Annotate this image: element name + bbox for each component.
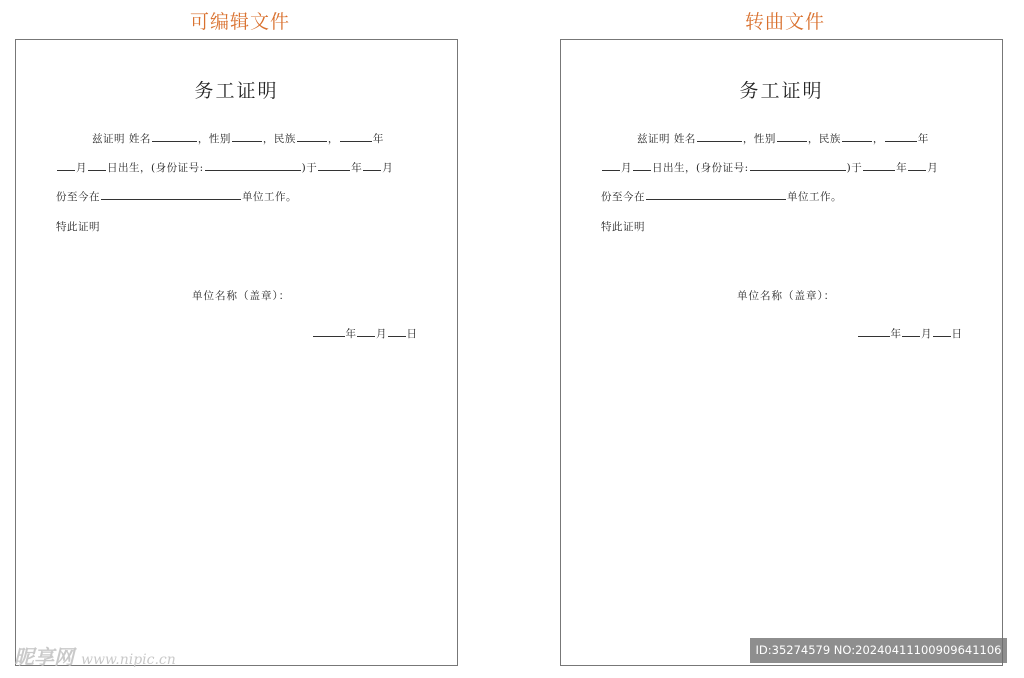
date-month-blank xyxy=(357,327,375,337)
date-line xyxy=(857,326,963,341)
line-1-text-e: 年 xyxy=(372,133,384,145)
editable-file-label: 可编辑文件 xyxy=(189,11,290,33)
date-line xyxy=(312,326,418,341)
line-3-text-b: 单位工作。 xyxy=(787,191,842,203)
line-1-text-b: ，性别 xyxy=(197,133,231,145)
birth-day-blank xyxy=(88,161,106,171)
line-3 xyxy=(56,189,297,204)
line-2-text-e: 月 xyxy=(927,162,939,174)
start-month-blank xyxy=(908,161,926,171)
start-year-blank xyxy=(318,161,350,171)
line-1 xyxy=(92,131,384,146)
date-year-text: 年 xyxy=(345,328,356,340)
line-3-text-a: 份至今在 xyxy=(601,191,645,203)
line-2-text-d: 年 xyxy=(896,162,908,174)
birth-month-blank xyxy=(57,161,75,171)
line-2-text-d: 年 xyxy=(351,162,363,174)
employer-blank xyxy=(646,190,786,200)
line-2 xyxy=(601,160,938,175)
date-year-blank xyxy=(313,327,345,337)
name-blank xyxy=(152,132,197,142)
line-1-text-b: ，性别 xyxy=(742,133,776,145)
outlined-document-page xyxy=(560,39,1003,666)
start-year-blank xyxy=(863,161,895,171)
employer-blank xyxy=(101,190,241,200)
line-3-text-b: 单位工作。 xyxy=(242,191,297,203)
date-month-blank xyxy=(902,327,920,337)
document-title: 务工证明 xyxy=(739,80,824,102)
gender-blank xyxy=(777,132,807,142)
watermark-id-bar: ID:35274579 NO:20240411100909641106 xyxy=(750,638,1007,663)
date-day-blank xyxy=(388,327,406,337)
line-1-text-a: 兹证明 姓名 xyxy=(637,133,696,145)
birth-day-blank xyxy=(633,161,651,171)
line-2-text-c: )于 xyxy=(301,162,318,174)
line-1-text-d: ， xyxy=(327,133,339,145)
line-1-text-a: 兹证明 姓名 xyxy=(92,133,151,145)
date-year-text: 年 xyxy=(890,328,901,340)
line-2 xyxy=(56,160,393,175)
line-2-text-a: 月 xyxy=(621,162,632,174)
line-2-text-c: )于 xyxy=(846,162,863,174)
line-3 xyxy=(601,189,842,204)
line-1-text-e: 年 xyxy=(917,133,929,145)
birth-month-blank xyxy=(602,161,620,171)
line-3-text-a: 份至今在 xyxy=(56,191,100,203)
start-month-blank xyxy=(363,161,381,171)
watermark-url: www.nipic.cn xyxy=(80,652,176,668)
signature-line: 单位名称（盖章）： xyxy=(192,290,291,302)
id-number-blank xyxy=(750,161,846,171)
ethnicity-blank xyxy=(297,132,327,142)
line-2-text-e: 月 xyxy=(382,162,394,174)
line-1 xyxy=(637,131,929,146)
signature-line: 单位名称（盖章）： xyxy=(737,290,836,302)
date-year-blank xyxy=(858,327,890,337)
ethnicity-blank xyxy=(842,132,872,142)
birth-year-blank xyxy=(340,132,372,142)
outlined-file-label: 转曲文件 xyxy=(744,11,825,33)
line-4: 特此证明 xyxy=(56,221,100,233)
line-1-text-c: ，民族 xyxy=(807,133,841,145)
date-day-text: 日 xyxy=(951,328,962,340)
gender-blank xyxy=(232,132,262,142)
editable-document-page xyxy=(15,39,458,666)
date-month-text: 月 xyxy=(376,328,387,340)
line-1-text-c: ，民族 xyxy=(262,133,296,145)
document-title: 务工证明 xyxy=(194,80,279,102)
line-1-text-d: ， xyxy=(872,133,884,145)
line-2-text-b: 日出生，(身份证号: xyxy=(107,162,204,174)
date-day-blank xyxy=(933,327,951,337)
watermark-brand-name: 昵享网 xyxy=(14,645,74,669)
watermark-brand xyxy=(14,641,176,670)
line-2-text-b: 日出生，(身份证号: xyxy=(652,162,749,174)
date-day-text: 日 xyxy=(406,328,417,340)
birth-year-blank xyxy=(885,132,917,142)
id-number-blank xyxy=(205,161,301,171)
line-2-text-a: 月 xyxy=(76,162,87,174)
name-blank xyxy=(697,132,742,142)
date-month-text: 月 xyxy=(921,328,932,340)
line-4: 特此证明 xyxy=(601,221,645,233)
